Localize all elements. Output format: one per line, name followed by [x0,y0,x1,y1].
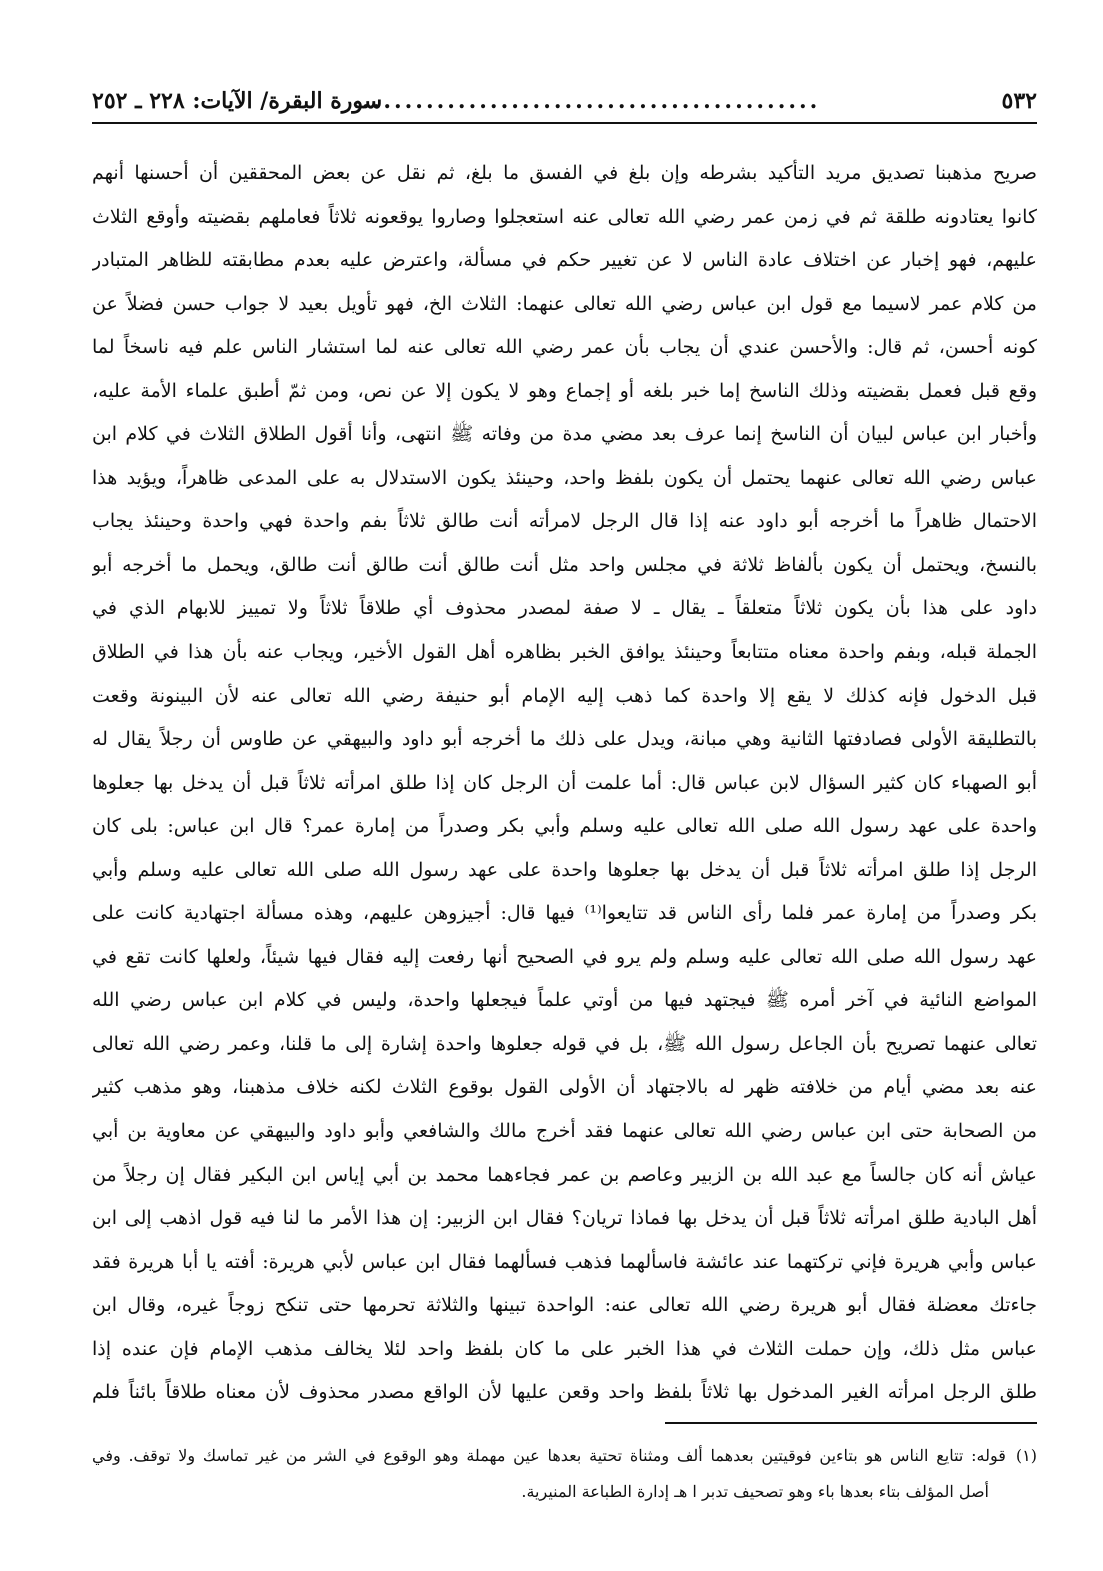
footnote-1 [92,1438,1037,1474]
footnote-text: قوله: تتايع الناس هو بتاءين فوقيتين بعدهما ألف ومثناة تحتية بعدها عين مهملة وهو الوقوع في الشر من غير تماسك ولا توقف. وفي [92,1446,1006,1465]
text-line: جاءتك معضلة فقال أبو هريرة رضي الله تعالى عنه: الواحدة تبينها والثلاثة تحرمها حتى تنكح زوجاً غيره، وقال ابن [92,1294,1037,1317]
text-line: عباس وأبي هريرة فإني تركتهما عند عائشة فاسألهما فذهب فسألهما فقال ابن عباس لأبي هريرة: أفته يا أبا هريرة فقد [92,1250,1037,1273]
page-number: ٥٣٢ [1001,88,1037,114]
text-line: داود على هذا بأن يكون ثلاثاً متعلقاً ـ يقال ـ لا صفة لمصدر محذوف أي طلاقاً ثلاثاً ولا تمييز للابهام الذي في [92,597,1037,620]
running-header [92,84,1037,124]
main-text-block [92,152,1037,1415]
text-line: أبو الصهباء كان كثير السؤال لابن عباس قال: أما علمت أن الرجل كان إذا طلق امرأته ثلاثاً قبل أن يدخل بها جعلوها [92,771,1037,794]
text-line: تعالى عنهما تصريح بأن الجاعل رسول الله ﷺ، بل في قوله جعلوها واحدة إشارة إلى ما قلنا، وعمر رضي الله تعالى [92,1032,1037,1055]
footnotes-block [92,1438,1037,1510]
text-line: من الصحابة حتى ابن عباس رضي الله تعالى عنهما فقد أخرج مالك والشافعي وأبو داود والبيهقي عن معاوية بن أبي [92,1120,1037,1143]
text-line: طلق الرجل امرأته الغير المدخول بها ثلاثاً بلفظ واحد وقعن عليها لأن الواقع مصدر محذوف لأن معناه طلاقاً بائناً فلم [92,1381,1037,1404]
text-line: كانوا يعتادونه طلقة ثم في زمن عمر رضي الله تعالى عنه استعجلوا وصاروا يوقعونه ثلاثاً فعاملهم بقضيته وأوقع الثلاث [92,205,1037,228]
text-line: صريح مذهبنا تصديق مريد التأكيد بشرطه وإن بلغ في الفسق ما بلغ، ثم نقل عن بعض المحققين أن أحسنها أنهم [92,162,1037,184]
surah-verse-range-title: سورة البقرة/ الآيات: ٢٢٨ ـ ٢٥٢ [92,88,383,114]
text-line: عياش أنه كان جالساً مع عبد الله بن الزبير وعاصم بن عمر فجاءهما محمد بن أبي إياس ابن البكير فقال إن رجلاً من [92,1163,1037,1186]
text-line: وقع قبل فعمل بقضيته وذلك الناسخ إما خبر بلغه أو إجماع وهو لا يكون إلا عن نص، ومن ثمّ أطبق علماء الأمة عليه، [92,379,1037,402]
text-line: بالنسخ، ويحتمل أن يكون بألفاظ ثلاثة في مجلس واحد مثل أنت طالق أنت طالق أنت طالق، ويحمل ما أخرجه أبو [92,553,1037,576]
text-line: بالتطليقة الأولى فصادفتها الثانية وهي مبانة، ويدل على ذلك ما أخرجه أبو داود والبيهقي عن طاوس أن رجلاً يقال له [92,728,1037,751]
text-line: الاحتمال ظاهراً ما أخرجه أبو داود عنه إذا قال الرجل لامرأته أنت طالق ثلاثاً بفم واحدة فهي واحدة وحينئذ يجاب [92,510,1037,533]
text-line: الرجل إذا طلق امرأته ثلاثاً قبل أن يدخل بها جعلوها واحدة على عهد رسول الله صلى الله تعالى عليه وسلم وأبي [92,858,1037,881]
text-line: واحدة على عهد رسول الله صلى الله تعالى عليه وسلم وأبي بكر وصدراً من إمارة عمر؟ قال ابن عباس: بلى كان [92,815,1037,838]
text-line: بكر وصدراً من إمارة عمر فلما رأى الناس قد تتايعوا⁽¹⁾ فيها قال: أجيزوهن عليهم، وهذه مسألة اجتهادية كانت على [92,902,1037,925]
header-leader-dots: ........................................... [362,88,821,114]
text-line: عباس رضي الله تعالى عنهما يحتمل أن يكون بلفظ واحد، وحينئذ يكون الاستدلال به على المدعى ظاهراً، ويؤيد هذا [92,466,1037,489]
text-line: عباس مثل ذلك، وإن حملت الثلاث في هذا الخبر على ما كان بلفظ واحد لئلا يخالف مذهب الإمام فإن عنده إذا [92,1337,1037,1360]
text-line: وأخبار ابن عباس لبيان أن الناسخ إنما عرف بعد مضي مدة من وفاته ﷺ انتهى، وأنا أقول الطلاق الثلاث في كلام ابن [92,423,1037,446]
footnote-separator [665,1422,1037,1424]
footnote-1-continuation: أصل المؤلف بتاء بعدها باء وهو تصحيف تدبر ا هـ إدارة الطباعة المنيرية. [521,1482,989,1501]
text-line: الجملة قبله، وبفم واحدة معناه متتابعاً وحينئذ يوافق الخبر بظاهره أهل القول الأخير، ويجاب عنه بأن هذا في الطلاق [92,641,1037,664]
text-line: من كلام عمر لاسيما مع قول ابن عباس رضي الله تعالى عنهما: الثلاث الخ، فهو تأويل بعيد لا جواب حسن فضلاً عن [92,292,1037,315]
text-line: عنه بعد مضي أيام من خلافته ظهر له بالاجتهاد أن الأولى القول بوقوع الثلاث لكنه خلاف مذهبنا، وهو مذهب كثير [92,1076,1037,1099]
footnote-marker: (١) [1015,1446,1037,1465]
text-line: أهل البادية طلق امرأته ثلاثاً قبل أن يدخل بها فماذا تريان؟ فقال ابن الزبير: إن هذا الأمر ما لنا فيه قول اذهب إلى ابن [92,1207,1037,1230]
text-line: عليهم، فهو إخبار عن اختلاف عادة الناس لا عن تغيير حكم في مسألة، واعترض عليه بعدم مطابقته للظاهر المتبادر [92,249,1037,272]
text-line: عهد رسول الله صلى الله تعالى عليه وسلم ولم يرو في الصحيح أنها رفعت إليه فقال فيها شيئاً، ولعلها كانت تقع في [92,945,1037,968]
text-line: قبل الدخول فإنه كذلك لا يقع إلا واحدة كما ذهب إليه الإمام أبو حنيفة رضي الله تعالى عنه لأن البينونة وقعت [92,684,1037,707]
text-line: المواضع النائية في آخر أمره ﷺ فيجتهد فيها من أوتي علماً فيجعلها واحدة، وليس في كلام ابن عباس رضي الله [92,989,1037,1012]
text-line: كونه أحسن، ثم قال: والأحسن عندي أن يجاب بأن عمر رضي الله تعالى عنه لما استشار الناس علم فيه ناسخاً لما [92,336,1037,359]
